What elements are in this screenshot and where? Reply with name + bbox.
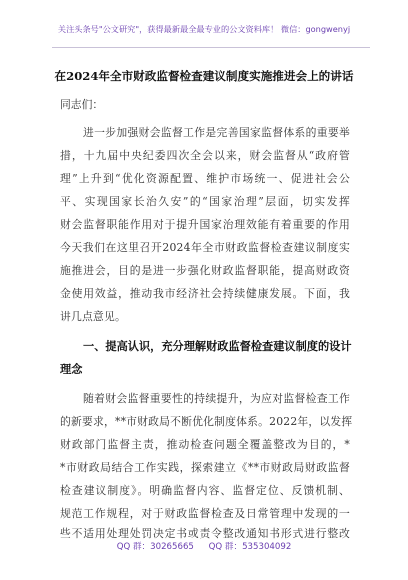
section-1-heading: 一、提高认识，充分理解财政监督检查建议制度的设计 [83, 339, 352, 353]
footer-qq-group-1: QQ 群：30265665 [116, 542, 194, 552]
section-1-heading-cont: 理念 [60, 362, 83, 376]
document-title: 在2024年全市财政监督检查建议制度实施推进会上的讲话 [54, 69, 354, 83]
paragraph-1-line: 财会监督职能作用对于提升国家治理效能有着重要的作用 [60, 218, 350, 231]
paragraph-1-line: 措，十九届中央纪委四次全会以来，财会监督从“政府管 [60, 149, 350, 162]
footer-qq-group-2: QQ 群：535304092 [208, 542, 292, 552]
paragraph-2-line: 的新要求，**市财政局不断优化制度体系。2022年，以发挥 [60, 415, 353, 428]
paragraph-2-line: 些不适用处理处罚决定书或责令整改通知书形式进行整改 [60, 527, 350, 540]
paragraph-2-line: 随着财会监督重要性的持续提升，为应对监督检查工作 [83, 392, 350, 405]
paragraph-1-line: 讲几点意见。 [60, 310, 126, 323]
footer-contact-note [0, 540, 408, 552]
header-watermark-note: 关注头条号"公文研究"，获得最新最全最专业的公文资料库！ 微信：gongwenyj [57, 24, 351, 34]
paragraph-2-line: 检查建议制度》。明确监督内容、监督定位、反馈机制、 [60, 484, 350, 497]
paragraph-1-line: 施推进会，目的是进一步强化财政监督职能，提高财政资 [60, 264, 350, 277]
paragraph-1-line: 进一步加强财会监督工作是完善国家监督体系的重要举 [83, 126, 350, 139]
paragraph-1-line: 今天我们在这里召开2024年全市财政监督检查建议制度实 [60, 241, 350, 254]
paragraph-1-line: 理”上升到“优化资源配置、维护市场统一、促进社会公 [60, 172, 350, 185]
paragraph-1-line: 金使用效益，推动我市经济社会持续健康发展。下面，我 [60, 287, 350, 300]
paragraph-1-line: 平、实现国家长治久安”的“国家治理”层面，切实发挥 [60, 195, 350, 208]
paragraph-2-line: 财政部门监督主责，推动检查问题全覆盖整改为目的，* [60, 438, 350, 451]
salutation: 同志们： [60, 98, 104, 111]
header-divider [52, 47, 370, 48]
paragraph-2-line: 规范工作规程，对于财政监督检查及日常管理中发现的一 [60, 507, 350, 520]
paragraph-2-line: *市财政局结合工作实践，探索建立《**市财政局财政监督 [60, 461, 350, 474]
